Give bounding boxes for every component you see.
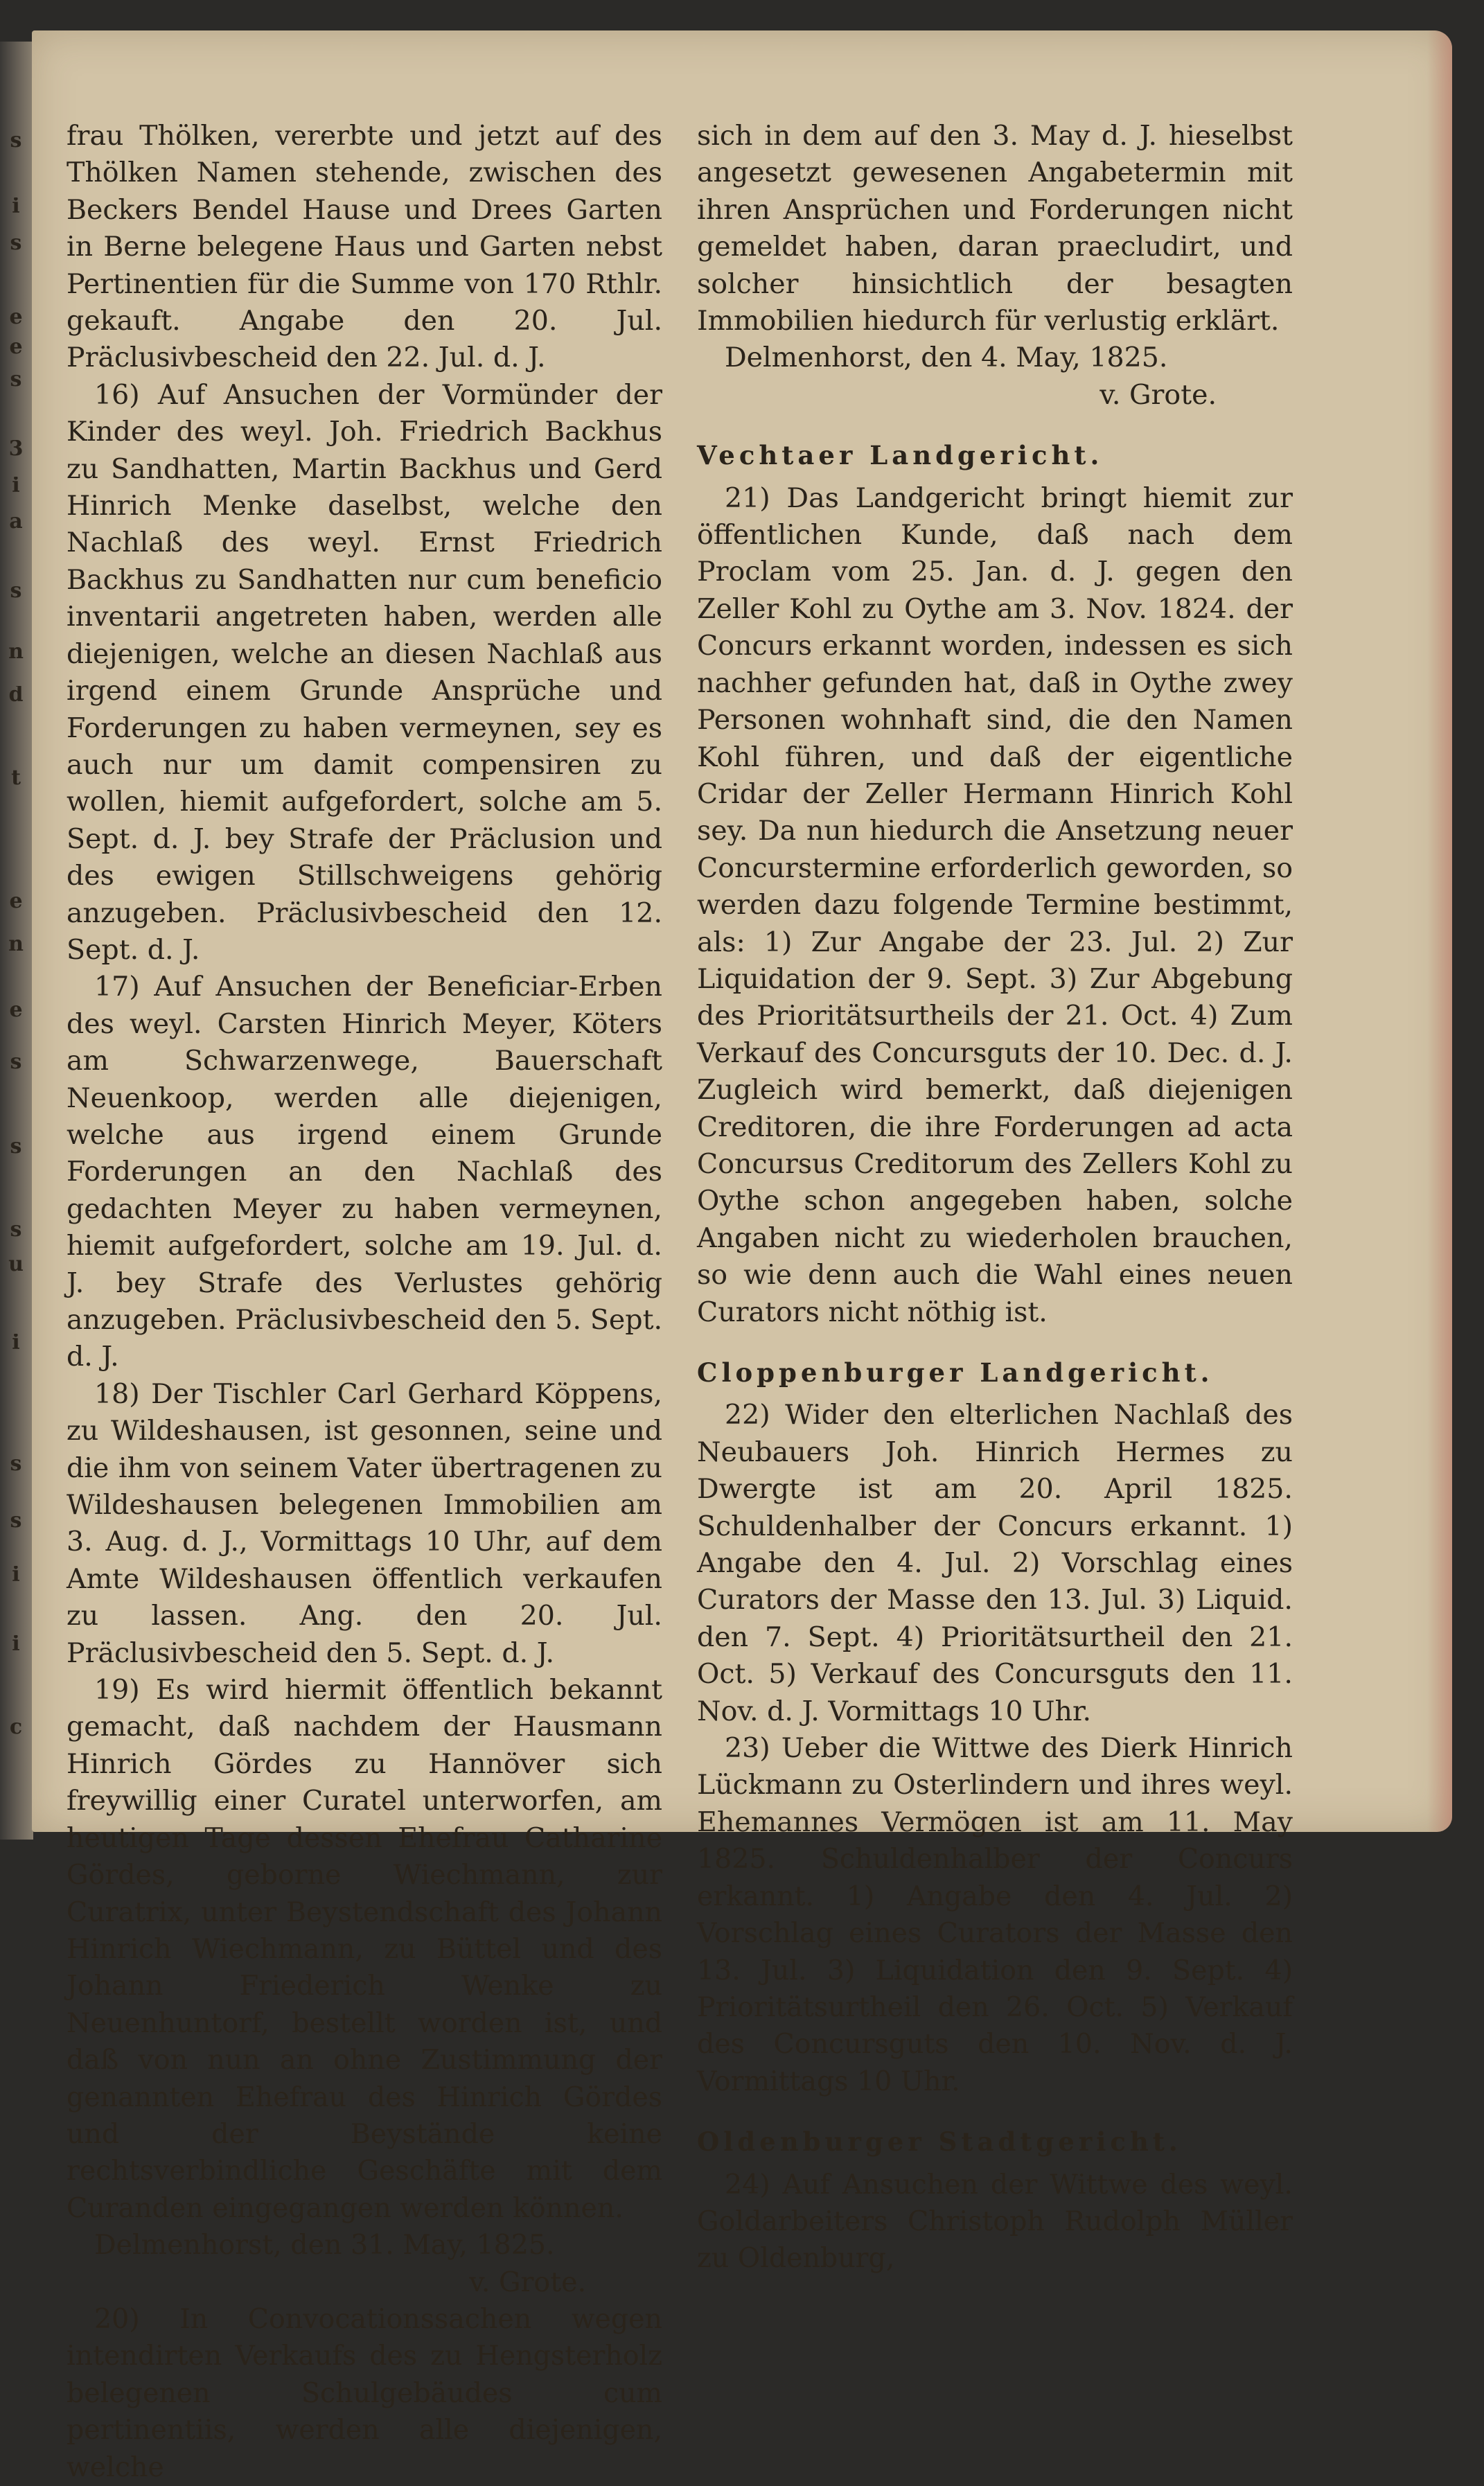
section-heading-vechta: Vechtaer Landgericht. [697, 440, 1104, 471]
signature: v. Grote. [469, 2266, 586, 2298]
margin-letter: e [9, 892, 23, 910]
notice-21: 21) Das Landgericht bringt hiemit zur öffentlichen Kunde, daß nach dem Proclam vom 25. Jan. d. J. gegen den Zeller Kohl zu Oythe am 3. Nov. 1824. der Concurs erkannt worden, indessen es sich nachher gefunden hat, daß in Oythe zwey Personen wohnhaft sind, die den Namen Kohl führen, und daß der eigentliche Cridar der Zeller Hermann Hinrich Kohl sey. Da nun hiedurch die Ansetzung neuer Concurstermine erforderlich geworden, so werden dazu folgende Termine bestimmt, als: 1) Zur Angabe der 23. Jul. 2) Zur Liquidation der 9. Sept. 3) Zur Abgebung des Prioritätsurtheils der 21. Oct. 4) Zum Verkauf des Concursguts der 10. Dec. d. J. Zugleich wird bemerkt, daß diejenigen Creditoren, die ihre Forderungen ad acta Concursus Creditorum des Zellers Kohl zu Oythe schon angegeben haben, solche Angaben nicht zu wiederholen brauchen, so wie denn auch die Wahl eines neuen Curators nicht nöthig ist. [697, 482, 1293, 1328]
margin-letter: i [12, 197, 20, 215]
margin-letter: s [10, 1221, 22, 1239]
margin-letter: s [10, 1138, 22, 1156]
notice-continuation: sich in dem auf den 3. May d. J. hieselbst angesetzt gewesenen Angabetermin mit ihren Ansprüchen und Forderungen nicht gemeldet haben, daran praecludirt, und solcher hinsichtlich der besagten Immobilien hiedurch für verlustig erklärt. [697, 120, 1293, 337]
margin-letter: i [12, 1334, 20, 1352]
margin-letter: s [10, 234, 22, 252]
notice-22: 22) Wider den elterlichen Nachlaß des Neubauers Joh. Hinrich Hermes zu Dwergte ist am 20. April 1825. Schuldenhalber der Concurs erkannt. 1) Angabe den 4. Jul. 2) Vorschlag eines Curators der Masse den 13. Jul. 3) Liquid. den 7. Sept. 4) Prioritätsurtheil den 21. Oct. 5) Verkauf des Concursguts den 11. Nov. d. J. Vormittags 10 Uhr. [697, 1399, 1293, 1727]
margin-letter: s [10, 1053, 22, 1071]
notice-17: 17) Auf Ansuchen der Beneficiar-Erben des weyl. Carsten Hinrich Meyer, Köters am Schwarzenwege, Bauerschaft Neuenkoop, werden alle diejenigen, welche aus irgend einem Grunde Forderungen an den Nachlaß des gedachten Meyer zu haben vermeynen, hiemit aufgefordert, solche am 19. Jul. d. J. bey Strafe des Verlustes gehörig anzugeben. Präclusivbescheid den 5. Sept. d. J. [67, 971, 662, 1373]
margin-letter: d [8, 686, 24, 704]
notice-19: 19) Es wird hiermit öffentlich bekannt gemacht, daß nachdem der Hausmann Hinrich Gördes zu Hannöver sich freywillig einer Curatel unterworfen, am heutigen Tage dessen Ehefrau Catharine Gördes, geborne Wiechmann, zur Curatrix, unter Beystendschaft des Johann Hinrich Wiechmann, zu Büttel und des Johann Friederich Wenke zu Neuenhuntorf, bestellt worden ist, und daß von nun an ohne Zustimmung der genannten Ehefrau des Hinrich Gördes und der Beystände keine rechtsverbindliche Geschäfte mit dem Curanden eingegangen werden können. [67, 1674, 662, 2224]
margin-letter: u [8, 1255, 24, 1273]
margin-letter: s [10, 371, 22, 389]
notice-23: 23) Ueber die Wittwe des Dierk Hinrich Lückmann zu Osterlindern und ihres weyl. Ehemannes Vermögen ist am 11. May 1825. Schuldenhalber der Concurs erkannt. 1) Angabe den 4. Jul. 2) Vorschlag eines Curators der Masse den 13. Jul. 3) Liquidation den 9. Sept. 4) Prioritätsurtheil den 26. Oct. 5) Verkauf des Concursguts den 10. Nov. d. J. Vormittags 10 Uhr. [697, 1732, 1293, 2097]
left-column [67, 118, 662, 2486]
margin-letter: s [10, 582, 22, 600]
margin-letter: s [10, 1512, 22, 1530]
newspaper-page [32, 30, 1452, 2483]
notice-24: 24) Auf Ansuchen der Wittwe des weyl. Goldarbeiters Christoph Rudolph Müller zu Oldenburg, [697, 2168, 1293, 2275]
notice-16: 16) Auf Ansuchen der Vormünder der Kinder des weyl. Joh. Friedrich Backhus zu Sandhatten, Martin Backhus und Gerd Hinrich Menke daselbst, welche den Nachlaß des weyl. Ernst Friedrich Backhus zu Sandhatten nur cum beneficio inventarii angetreten haben, werden alle diejenigen, welche an diesen Nachlaß aus irgend einem Grunde Ansprüche und Forderungen zu haben vermeynen, sey es auch nur um damit compensiren zu wollen, hiemit aufgefordert, solche am 5. Sept. d. J. bey Strafe der Präclusion und des ewigen Stillschweigens gehörig anzugeben. Präclusivbescheid den 12. Sept. d. J. [67, 378, 662, 966]
section-heading-cloppenburg: Cloppenburger Landgericht. [697, 1357, 1214, 1388]
margin-letter: e [9, 1001, 23, 1019]
margin-letter: t [11, 769, 21, 787]
margin-letter: s [10, 132, 22, 150]
margin-letter: n [8, 935, 24, 953]
margin-letter: e [9, 338, 23, 356]
margin-letter: s [10, 1455, 22, 1473]
margin-letter: 3 [8, 440, 24, 458]
margin-letter: e [9, 308, 23, 326]
notice-continuation: frau Thölken, vererbte und jetzt auf des Thölken Namen stehende, zwischen des Beckers Bendel Hause und Drees Garten in Berne belegene Haus und Garten nebst Pertinentien für die Summe von 170 Rthlr. gekauft. Angabe den 20. Jul. Präclusivbescheid den 22. Jul. d. J. [67, 120, 662, 374]
section-heading-oldenburg: Oldenburger Stadtgericht. [697, 2126, 1182, 2158]
margin-letter: i [12, 477, 20, 495]
place-date-line: Delmenhorst, den 31. May, 1825. [94, 2229, 555, 2262]
right-column [697, 118, 1293, 2277]
margin-letter: c [9, 1718, 23, 1736]
notice-20: 20) In Convocationssachen wegen intendirten Verkaufs des zu Hengsterholz belegenen Schulgebäudes cum pertinentiis, werden alle diejenigen, welche [67, 2302, 662, 2483]
margin-letter: i [12, 1566, 20, 1584]
place-date-line: Delmenhorst, den 4. May, 1825. [725, 342, 1168, 374]
margin-letter: a [9, 513, 23, 531]
signature: v. Grote. [1099, 378, 1217, 411]
notice-18: 18) Der Tischler Carl Gerhard Köppens, zu Wildeshausen, ist gesonnen, seine und die ihm von seinem Vater übertragenen zu Wildeshausen belegenen Immobilien am 3. Aug. d. J., Vormittags 10 Uhr, auf dem Amte Wildeshausen öffentlich verkaufen zu lassen. Ang. den 20. Jul. Präclusivbescheid den 5. Sept. d. J. [67, 1377, 662, 1669]
margin-letter: i [12, 1635, 20, 1653]
previous-page-margin-letters [0, 42, 33, 1840]
margin-letter: n [8, 643, 24, 661]
